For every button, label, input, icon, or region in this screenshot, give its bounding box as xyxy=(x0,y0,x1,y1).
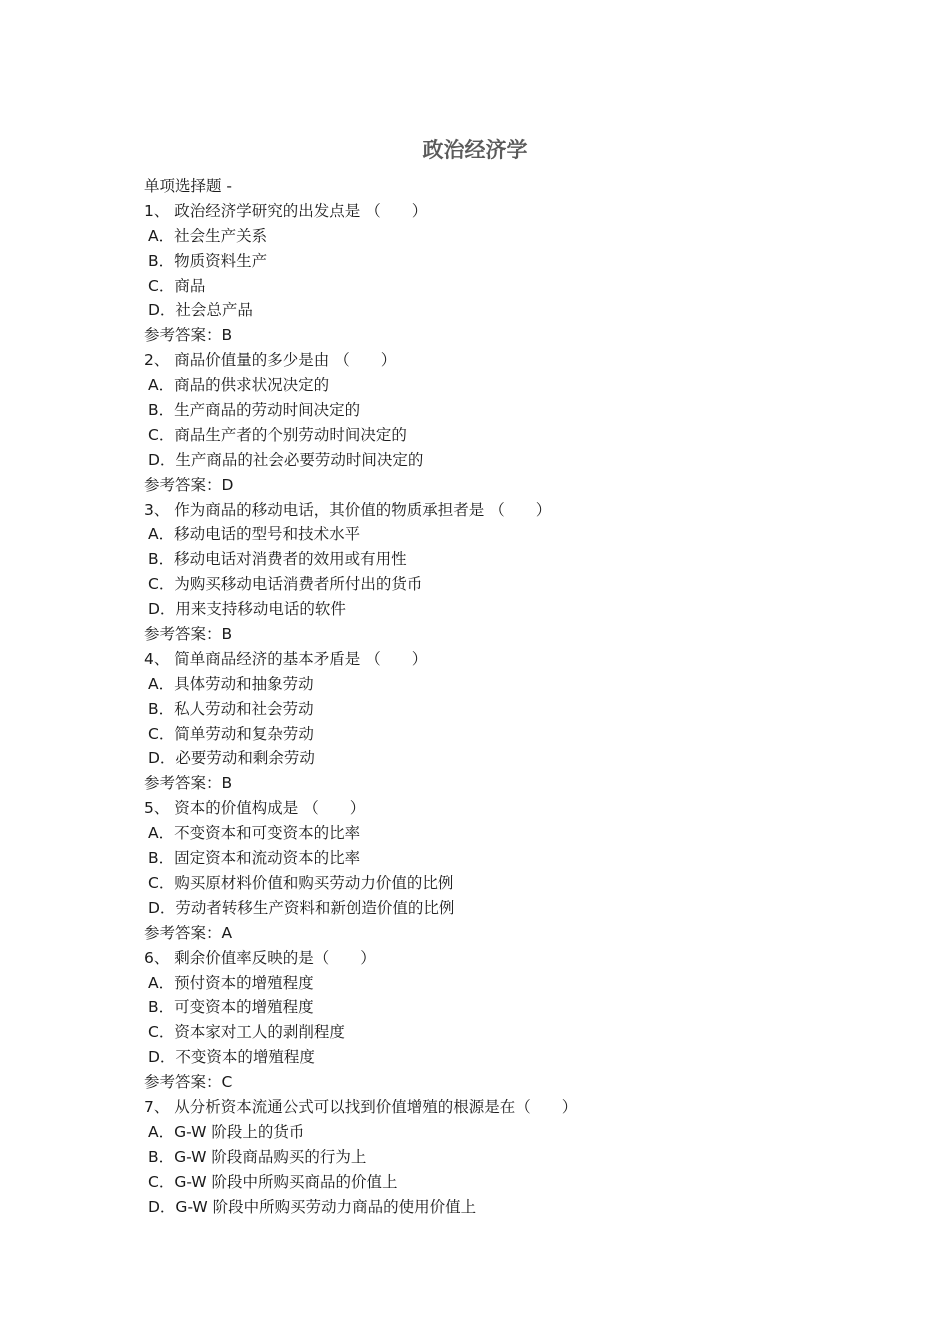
option-a: A．具体劳动和抽象劳动 xyxy=(148,674,314,693)
question-block xyxy=(144,647,844,796)
option-a: A．移动电话的型号和技术水平 xyxy=(148,525,361,544)
question-block xyxy=(144,946,844,1095)
question-stem: 2、 商品价值量的多少是由 （ ） xyxy=(144,351,397,370)
option-b: B．生产商品的劳动时间决定的 xyxy=(148,401,361,420)
option-a: A．商品的供求状况决定的 xyxy=(148,376,330,395)
option-b: B．移动电话对消费者的效用或有用性 xyxy=(148,550,407,569)
option-b: B．G-W 阶段商品购买的行为上 xyxy=(148,1147,367,1166)
document-title: 政治经济学 xyxy=(422,138,528,162)
reference-answer: 参考答案：B xyxy=(144,326,233,345)
reference-answer: 参考答案：A xyxy=(144,923,233,942)
option-d: D．劳动者转移生产资料和新创造价值的比例 xyxy=(148,898,455,917)
option-d: D．用来支持移动电话的软件 xyxy=(148,600,346,619)
option-c: C．购买原材料价值和购买劳动力价值的比例 xyxy=(148,873,454,892)
option-b: B．固定资本和流动资本的比率 xyxy=(148,849,361,868)
reference-answer: 参考答案：C xyxy=(144,1073,233,1092)
question-stem: 5、 资本的价值构成是 （ ） xyxy=(144,799,366,818)
reference-answer: 参考答案：D xyxy=(144,475,234,494)
option-b: B．私人劳动和社会劳动 xyxy=(148,699,314,718)
question-stem: 6、 剩余价值率反映的是（ ） xyxy=(144,948,376,967)
option-d: D．不变资本的增殖程度 xyxy=(148,1048,315,1067)
option-c: C．简单劳动和复杂劳动 xyxy=(148,724,314,743)
option-b: B．可变资本的增殖程度 xyxy=(148,998,314,1017)
option-c: C．为购买移动电话消费者所付出的货币 xyxy=(148,575,423,594)
question-stem: 4、 简单商品经济的基本矛盾是 （ ） xyxy=(144,649,428,668)
question-block xyxy=(144,348,844,497)
option-c: C．商品生产者的个别劳动时间决定的 xyxy=(148,425,407,444)
section-heading: 单项选择题 - xyxy=(144,177,233,195)
reference-answer: 参考答案：B xyxy=(144,774,233,793)
option-a: A．不变资本和可变资本的比率 xyxy=(148,824,361,843)
question-stem: 1、 政治经济学研究的出发点是 （ ） xyxy=(144,201,428,220)
question-stem: 7、 从分析资本流通公式可以找到价值增殖的根源是在（ ） xyxy=(144,1097,578,1116)
question-block xyxy=(144,498,844,647)
option-d: D．生产商品的社会必要劳动时间决定的 xyxy=(148,450,424,469)
option-c: C．G-W 阶段中所购买商品的价值上 xyxy=(148,1172,398,1191)
option-d: D．社会总产品 xyxy=(148,301,253,320)
question-block xyxy=(144,796,844,945)
option-d: D．G-W 阶段中所购买劳动力商品的使用价值上 xyxy=(148,1197,477,1216)
option-a: A．社会生产关系 xyxy=(148,226,268,245)
document-body xyxy=(144,174,844,1219)
question-block xyxy=(144,199,844,348)
question-block xyxy=(144,1095,844,1219)
option-b: B．物质资料生产 xyxy=(148,251,268,270)
option-d: D．必要劳动和剩余劳动 xyxy=(148,749,315,768)
reference-answer: 参考答案：B xyxy=(144,625,233,644)
option-a: A．G-W 阶段上的货币 xyxy=(148,1122,305,1141)
question-stem: 3、 作为商品的移动电话，其价值的物质承担者是 （ ） xyxy=(144,500,552,519)
option-c: C．资本家对工人的剥削程度 xyxy=(148,1023,345,1042)
option-c: C．商品 xyxy=(148,276,206,295)
option-a: A．预付资本的增殖程度 xyxy=(148,973,314,992)
